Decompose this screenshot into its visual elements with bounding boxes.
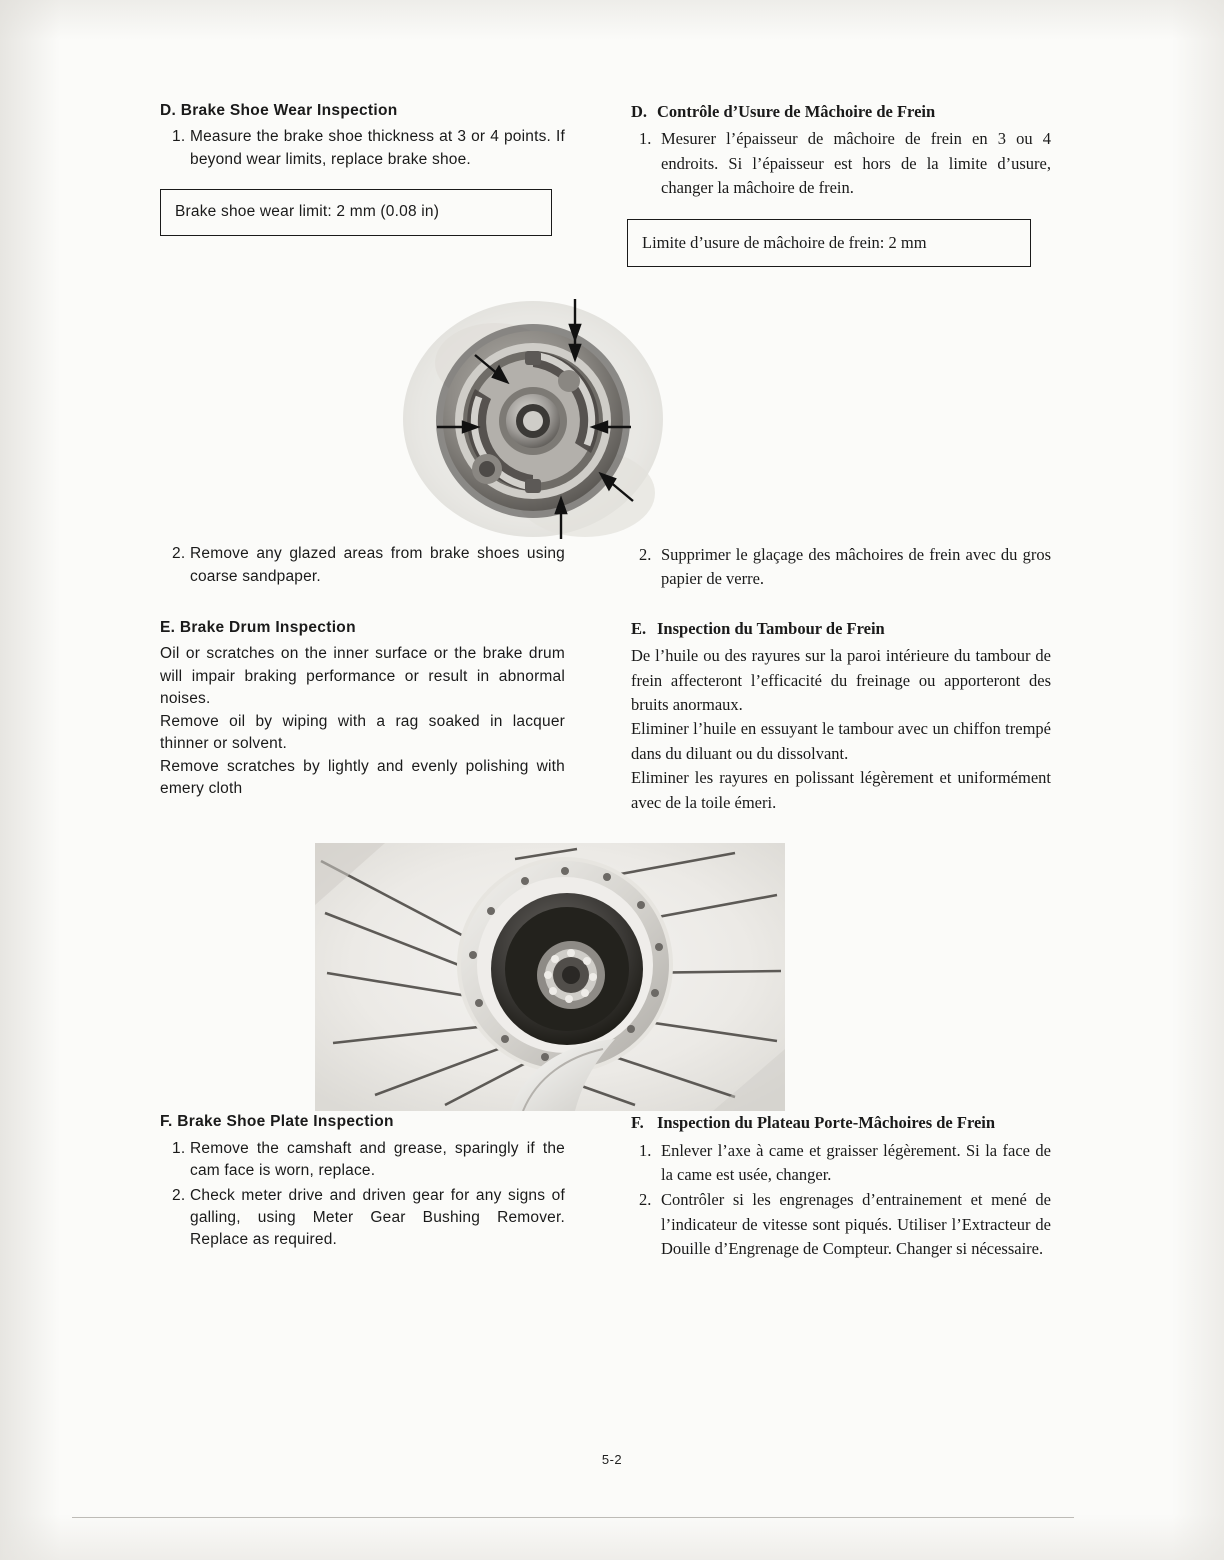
section-e-paragraph-2-fr: Eliminer l’huile en essuyant le tambour avec un chiffon trempé dans du diluant ou du dissolvant. (631, 719, 1051, 763)
list-number: 2. (172, 545, 186, 563)
section-title: Inspection du Tambour de Frein (657, 618, 885, 638)
list-item (631, 1188, 1051, 1261)
section-e-paragraph-1-en: Oil or scratches on the inner surface or the brake drum will impair braking performance or result in abnormal noises. (160, 645, 565, 708)
section-d-list-fr (631, 127, 1051, 200)
section-e-french (631, 617, 1051, 815)
section-letter: E. (631, 618, 647, 638)
list-item (631, 543, 1051, 592)
list-text: Contrôler si les engrenages d’entrainement et mené de l’indicateur de vitesse sont piqués. Utiliser l’Extracteur de Douille d’Engrenage de Compteur. Changer si nécessaire. (661, 1190, 1051, 1259)
list-text: Check meter drive and driven gear for any signs of galling, using Meter Gear Bushing Remover. Replace as required. (190, 1186, 565, 1249)
list-number: 1. (639, 1140, 652, 1160)
section-d-heading-fr (631, 100, 1051, 124)
list-text: Supprimer le glaçage des mâchoires de frein avec du gros papier de verre. (661, 545, 1051, 589)
list-text: Remove any glazed areas from brake shoes using coarse sandpaper. (190, 545, 565, 585)
list-item (160, 1138, 565, 1183)
list-item (631, 127, 1051, 200)
section-title: Contrôle d’Usure de Mâchoire de Frein (657, 102, 936, 121)
section-d (160, 100, 1060, 267)
list-text: Remove the camshaft and grease, sparingly if the cam face is worn, replace. (190, 1139, 565, 1180)
list-item (160, 126, 565, 171)
scan-shadow-top (0, 0, 1224, 40)
list-number: 2. (639, 545, 652, 565)
spacer (160, 593, 1060, 617)
scan-edge-line (72, 1517, 1074, 1518)
section-f (160, 1111, 1060, 1262)
section-e-paragraph-3-en: Remove scratches by lightly and evenly polishing with emery cloth (160, 757, 565, 798)
section-f-french (631, 1111, 1051, 1262)
section-d-french (631, 100, 1051, 267)
list-item (160, 1185, 565, 1252)
list-text: Mesurer l’épaisseur de mâchoire de frein en 3 ou 4 endroits. Si l’épaisseur est hors de la limite d’usure, changer la mâchoire de frein. (661, 129, 1051, 198)
page-number: 5-2 (601, 1452, 623, 1467)
section-letter: D. (631, 102, 648, 121)
section-e-heading-en: E. Brake Drum Inspection (160, 618, 356, 636)
figure-brake-drum-hub (315, 843, 785, 1111)
page-content (160, 100, 1060, 1263)
spec-box-brake-shoe-wear-limit-en: Brake shoe wear limit: 2 mm (0.08 in) (160, 189, 552, 235)
section-d-item2-list-fr (631, 543, 1051, 592)
section-f-list-fr (631, 1139, 1051, 1262)
section-e-paragraph-3-fr: Eliminer les rayures en polissant légèrement et uniformément avec de la toile émeri. (631, 768, 1051, 812)
figure-brake-shoe-plate (375, 293, 695, 543)
list-number: 1. (639, 129, 652, 149)
scan-shadow-bottom (0, 1514, 1224, 1560)
section-d-item2 (160, 543, 1060, 593)
scan-shadow-left (0, 0, 60, 1560)
list-item (631, 1139, 1051, 1188)
section-d-list-en (160, 126, 565, 171)
section-e-paragraph-1-fr: De l’huile ou des rayures sur la paroi intérieure du tambour de frein affecteront l’efficacité du freinage ou apporteront des bruits anormaux. (631, 646, 1051, 715)
brake-shoe-plate-photo (375, 293, 695, 543)
section-d-item2-english (160, 543, 565, 593)
section-f-heading-en: F. Brake Shoe Plate Inspection (160, 1113, 394, 1131)
section-e-paragraph-2-en: Remove oil by wiping with a rag soaked in lacquer thinner or solvent. (160, 712, 565, 753)
section-d-item2-list-en (160, 543, 565, 588)
section-e-heading-fr (631, 617, 1051, 641)
section-letter: F. (631, 1113, 644, 1133)
scan-shadow-right (1172, 0, 1224, 1560)
list-number: 1. (172, 128, 186, 146)
brake-drum-hub-photo (315, 843, 785, 1111)
spec-box-brake-shoe-wear-limit-fr: Limite d’usure de mâchoire de frein: 2 mm (627, 219, 1031, 267)
list-text: Measure the brake shoe thickness at 3 or 4 points. If beyond wear limits, replace brake shoe. (190, 128, 565, 168)
section-e-english (160, 617, 565, 815)
section-e (160, 617, 1060, 815)
section-f-list-en (160, 1138, 565, 1252)
section-d-item2-french (631, 543, 1051, 593)
list-number: 2. (639, 1190, 652, 1210)
section-title: Inspection du Plateau Porte-Mâchoires de Frein (657, 1113, 996, 1133)
section-d-heading-en: D. Brake Shoe Wear Inspection (160, 102, 398, 119)
section-d-english (160, 100, 565, 267)
list-number: 2. (172, 1186, 186, 1204)
section-f-heading-fr (631, 1111, 1051, 1135)
section-f-english (160, 1111, 565, 1262)
list-item (160, 543, 565, 588)
list-number: 1. (172, 1139, 186, 1157)
list-text: Enlever l’axe à came et graisser légèrement. Si la face de la came est usée, changer. (661, 1140, 1051, 1184)
